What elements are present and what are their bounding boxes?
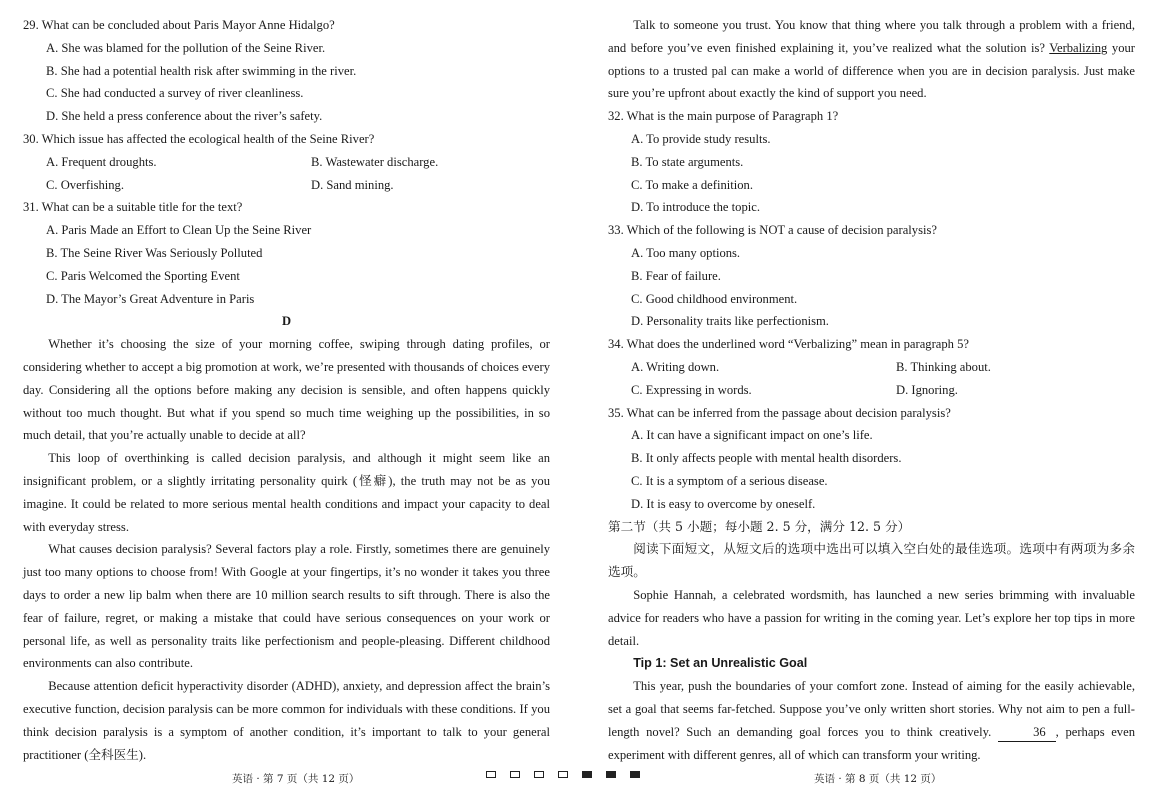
marker-square-empty bbox=[534, 771, 544, 778]
page-marker-squares bbox=[486, 771, 640, 778]
section-two-heading: 第二节（共 5 小题；每小题 2. 5 分，满分 12. 5 分） bbox=[608, 518, 911, 534]
paragraph-5-before: Talk to someone you trust. You know that thing where you talk through a problem with a friend, and before you’ve even finished explaining it, you’ve realized what the solution is? bbox=[608, 18, 1135, 55]
question-29-option-a: A. She was blamed for the pollution of the Seine River. bbox=[46, 40, 326, 55]
question-34-option-c: C. Expressing in words. bbox=[631, 382, 752, 397]
right-page bbox=[608, 14, 1135, 766]
passage-paragraph-5 bbox=[608, 14, 1135, 105]
question-29-option-d: D. She held a press conference about the river’s safety. bbox=[46, 109, 323, 124]
passage-d-heading: D bbox=[281, 314, 292, 329]
question-35-stem: 35. What can be inferred from the passage about decision paralysis? bbox=[608, 405, 951, 420]
question-32-option-a: A. To provide study results. bbox=[631, 131, 771, 146]
left-page bbox=[23, 14, 550, 766]
question-29-stem: 29. What can be concluded about Paris Mayor Anne Hidalgo? bbox=[23, 18, 335, 32]
marker-square-empty bbox=[558, 771, 568, 778]
question-29-option-c: C. She had conducted a survey of river cleanliness. bbox=[46, 86, 304, 101]
question-29-option-b: B. She had a potential health risk after swimming in the river. bbox=[46, 63, 357, 78]
question-33-option-d: D. Personality traits like perfectionism. bbox=[631, 314, 829, 329]
passage-paragraph-3: What causes decision paralysis? Several factors play a role. Firstly, sometimes there are genuinely just too many options to choose from! With Google at your fingertips, it’s no wonder it takes you three days to order a new lip balm when there are 10 million search results to sift through. There is also the fear of failure, regret, or making a mistake that could have serious consequences on your work or personal life, as well as personality traits like perfectionism and people-pleasing. Different childhood environments can also contribute. bbox=[23, 542, 550, 671]
question-35-option-c: C. It is a symptom of a serious disease. bbox=[631, 473, 828, 488]
question-35-option-b: B. It only affects people with mental health disorders. bbox=[631, 451, 902, 466]
underlined-word-verbalizing: Verbalizing bbox=[1049, 40, 1108, 55]
question-30-stem: 30. Which issue has affected the ecological health of the Seine River? bbox=[23, 131, 375, 146]
marker-square-filled bbox=[582, 771, 592, 778]
page-7-footer: 英语 · 第 7 页（共 12 页） bbox=[232, 773, 360, 785]
question-31-option-a: A. Paris Made an Effort to Clean Up the Seine River bbox=[46, 223, 312, 238]
marker-square-empty bbox=[486, 771, 496, 778]
passage-paragraph-2: This loop of overthinking is called decision paralysis, and although it might seem like an insignificant problem, or a slightly irritating personality quirk (怪癖), the truth may not be as you imagine. It could be related to more serious mental health conditions and impact your capacity to deal with everyday stress. bbox=[23, 451, 550, 534]
question-30-options-row-1 bbox=[46, 151, 550, 174]
passage-paragraph-1: Whether it’s choosing the size of your morning coffee, swiping through dating profiles, or considering whether to accept a big promotion at work, we’re presented with thousands of choices every day. Considering all the options before making any decision is sensible, and often happens quickly without too much thought. But what if you spend so much time weighing up the possibilities, in so much detail, that you’re actually unable to decide at all? bbox=[23, 337, 550, 443]
question-32-option-d: D. To introduce the topic. bbox=[631, 200, 760, 215]
tip-1-text-after: , perhaps even experiment with different genres, all of which can transform your writing. bbox=[608, 724, 1135, 762]
marker-square-empty bbox=[510, 771, 520, 778]
question-30-option-d: D. Sand mining. bbox=[311, 177, 394, 192]
question-34-options-row-2 bbox=[631, 379, 1135, 402]
cloze-intro-paragraph: Sophie Hannah, a celebrated wordsmith, has launched a new series brimming with invaluable advice for readers who have a passion for writing in the coming year. Let’s explore her top tips in more detail. bbox=[608, 587, 1135, 648]
question-32-stem: 32. What is the main purpose of Paragraph 1? bbox=[608, 109, 839, 124]
question-30-option-c: C. Overfishing. bbox=[46, 177, 125, 192]
question-33-option-c: C. Good childhood environment. bbox=[631, 291, 798, 306]
question-34-stem: 34. What does the underlined word “Verbalizing” mean in paragraph 5? bbox=[608, 337, 970, 352]
question-33-option-a: A. Too many options. bbox=[631, 245, 741, 260]
question-31-option-d: D. The Mayor’s Great Adventure in Paris bbox=[46, 291, 255, 306]
question-35-option-d: D. It is easy to overcome by oneself. bbox=[631, 496, 816, 511]
question-34-options-row-1 bbox=[631, 356, 1135, 379]
question-31-option-c: C. Paris Welcomed the Sporting Event bbox=[46, 268, 240, 283]
question-34-option-b: B. Thinking about. bbox=[896, 359, 991, 374]
question-32-option-c: C. To make a definition. bbox=[631, 177, 754, 192]
tip-1-paragraph bbox=[608, 675, 1135, 766]
section-two-instructions: 阅读下面短文，从短文后的选项中选出可以填入空白处的最佳选项。选项中有两项为多余选项。 bbox=[608, 541, 1135, 580]
question-33-option-b: B. Fear of failure. bbox=[631, 268, 721, 283]
paragraph-5-after: your options to a trusted pal can make a world of difference when you are in decision paralysis. Just make sure you’re upfront about exactly the kind of support you need. bbox=[608, 40, 1135, 101]
question-32-option-b: B. To state arguments. bbox=[631, 154, 744, 169]
question-34-option-a: A. Writing down. bbox=[631, 359, 720, 374]
question-30-options-row-2 bbox=[46, 174, 550, 197]
question-30-option-a: A. Frequent droughts. bbox=[46, 154, 157, 169]
marker-square-filled bbox=[606, 771, 616, 778]
question-33-stem: 33. Which of the following is NOT a cause of decision paralysis? bbox=[608, 223, 937, 238]
question-30-option-b: B. Wastewater discharge. bbox=[311, 154, 439, 169]
question-31-option-b: B. The Seine River Was Seriously Polluted bbox=[46, 245, 263, 260]
marker-square-filled bbox=[630, 771, 640, 778]
page-8-footer: 英语 · 第 8 页（共 12 页） bbox=[814, 773, 942, 785]
blank-36: 36 bbox=[998, 723, 1056, 742]
question-34-option-d: D. Ignoring. bbox=[896, 382, 958, 397]
tip-1-heading: Tip 1: Set an Unrealistic Goal bbox=[633, 656, 808, 671]
question-31-stem: 31. What can be a suitable title for the text? bbox=[23, 200, 243, 215]
passage-paragraph-4: Because attention deficit hyperactivity disorder (ADHD), anxiety, and depression affect the brain’s executive function, decision paralysis can be more common for individuals with these conditions. If you think decision paralysis is a symptom of another condition, it’s important to talk to your general practitioner (全科医生). bbox=[23, 679, 550, 762]
question-35-option-a: A. It can have a significant impact on one’s life. bbox=[631, 428, 873, 443]
tip-1-text-before: This year, push the boundaries of your comfort zone. Instead of aiming for the easily achievable, set a goal that seems far-fetched. Suppose you’ve only written short stories. Why not aim to pen a full-length novel? Such an demanding goal forces you to think creatively. bbox=[608, 679, 1135, 739]
